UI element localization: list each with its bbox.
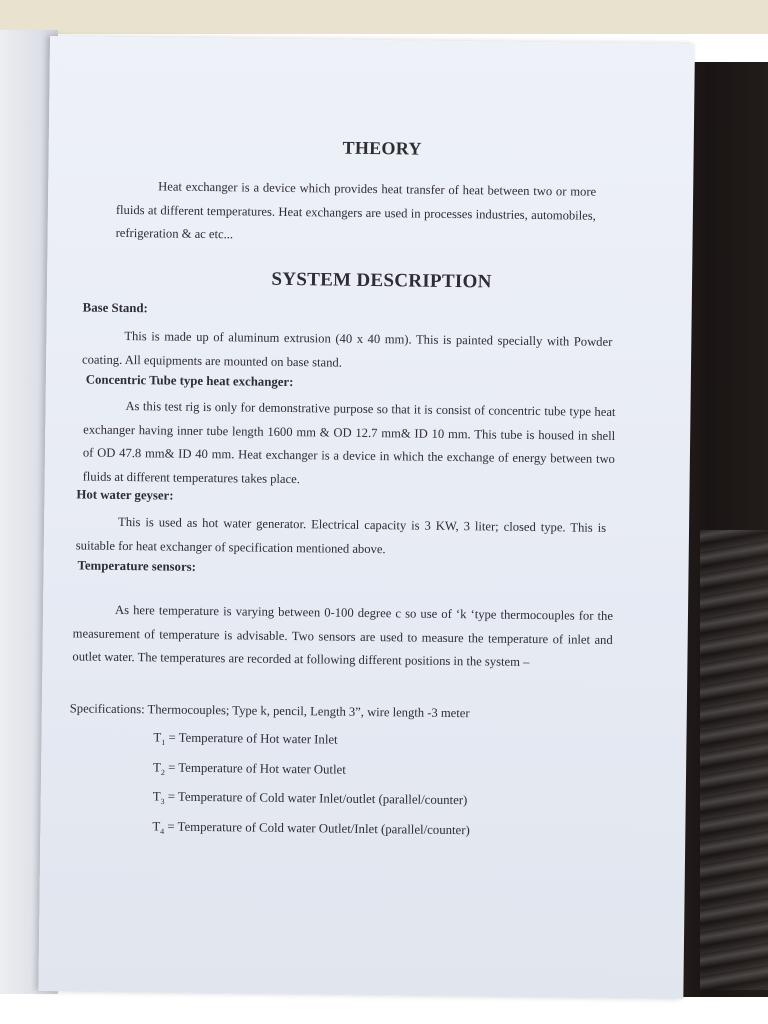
section-heading-base-stand: Base Stand: xyxy=(82,300,148,316)
sensor-item xyxy=(153,725,471,758)
sensor-index: 1 xyxy=(161,738,166,748)
section-heading-concentric-tube: Concentric Tube type heat exchanger: xyxy=(85,372,294,390)
section-text: As this test rig is only for demonstrative purpose so that it is consist of concentric tube type heat exchanger having inner tube length 1600 mm & OD 12.7 mm& ID 10 mm. This tube is housed in shell of OD 47.8 mm& ID 40 mm. Heat exchanger is a device in which the exchange of energy between two fluids at different temperatures takes place. xyxy=(82,399,616,486)
sensor-symbol: T xyxy=(153,759,162,775)
document-page xyxy=(38,36,695,999)
sensor-desc: = Temperature of Cold water Inlet/outlet (parallel/counter) xyxy=(164,789,468,808)
section-text: This is made up of aluminum extrusion (40 x 40 mm). This is painted specially with Powder coating. All equipments are mounted on base stand. xyxy=(81,328,613,370)
sensor-desc: = Temperature of Hot water Inlet xyxy=(165,730,338,747)
section-paragraph-concentric-tube xyxy=(82,394,615,494)
sensor-desc: = Temperature of Cold water Outlet/Inlet (parallel/counter) xyxy=(164,819,470,837)
sensor-symbol: T xyxy=(152,789,161,804)
section-text: As here temperature is varying between 0-100 degree c so use of ‘k ‘type thermocouples for the measurement of temperature is advisable. Two sensors are used to measure the temperature of inlet and outlet water. The temperatures are recorded at following different positions in the system – xyxy=(72,602,614,669)
sensor-item xyxy=(152,814,470,847)
sensor-item xyxy=(153,755,471,788)
sensor-index: 3 xyxy=(160,797,165,807)
section-paragraph-hot-water-geyser xyxy=(76,510,607,563)
sensor-symbol: T xyxy=(153,730,162,745)
sensor-index: 4 xyxy=(160,826,165,836)
sensor-symbol: T xyxy=(152,819,161,834)
thermocouple-specifications: Specifications: Thermocouples; Type k, pencil, Length 3”, wire length -3 meter xyxy=(69,701,470,721)
section-text: This is used as hot water generator. Electrical capacity is 3 KW, 3 liter; closed type. This is suitable for heat exchanger of specification mentioned above. xyxy=(75,514,607,556)
system-description-title: SYSTEM DESCRIPTION xyxy=(271,268,492,293)
sensor-list xyxy=(152,725,471,847)
theory-title: THEORY xyxy=(342,137,422,159)
section-paragraph-base-stand xyxy=(82,324,613,377)
section-paragraph-temperature-sensors xyxy=(72,598,613,675)
sensor-desc: = Temperature of Hot water Outlet xyxy=(164,760,346,777)
section-heading-temperature-sensors: Temperature sensors: xyxy=(77,558,196,574)
theory-paragraph xyxy=(115,175,596,251)
sensor-item xyxy=(153,784,471,817)
section-heading-hot-water-geyser: Hot water geyser: xyxy=(76,487,174,503)
desk-surface xyxy=(0,0,768,34)
plastic-sleeve-glare xyxy=(700,530,768,990)
sensor-index: 2 xyxy=(160,767,165,777)
theory-text: Heat exchanger is a device which provides heat transfer of heat between two or more fluids at different temperatures. Heat exchangers are used in processes industries, automobiles, refrigeration & ac etc... xyxy=(115,179,597,242)
